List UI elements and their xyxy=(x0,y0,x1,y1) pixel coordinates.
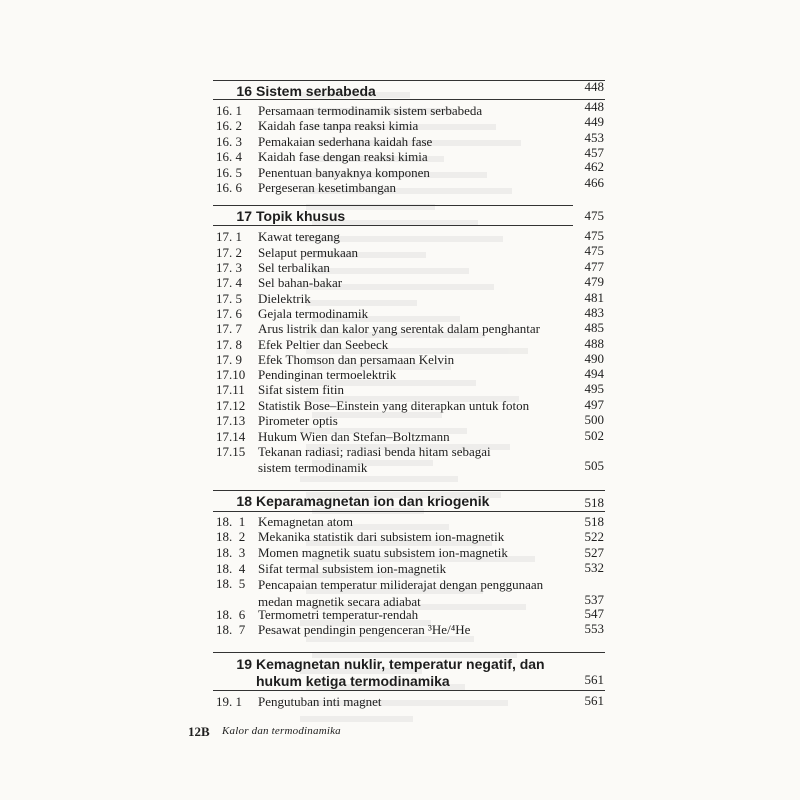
section-number: 17. 7 xyxy=(216,321,242,336)
chapter-page: 518 xyxy=(584,495,604,510)
section-page: 547 xyxy=(584,606,604,621)
section-title: Pemakaian sederhana kaidah fase xyxy=(258,134,433,149)
chapter-rule xyxy=(213,80,605,81)
section-number: 18. 5 xyxy=(216,576,246,591)
section-title: Arus listrik dan kalor yang serentak dalam penghantar xyxy=(258,321,540,336)
section-title: Pirometer optis xyxy=(258,413,338,428)
section-title: Dielektrik xyxy=(258,291,311,306)
section-title: Mekanika statistik dari subsistem ion-magnetik xyxy=(258,529,505,544)
chapter-rule xyxy=(213,225,573,226)
section-title: Kemagnetan atom xyxy=(258,514,353,529)
section-number: 16. 2 xyxy=(216,118,242,133)
section-page: 485 xyxy=(584,320,604,335)
section-title: Pencapaian temperatur miliderajat dengan penggunaan medan magnetik secara adiabat xyxy=(258,577,544,609)
section-number: 17.10 xyxy=(216,367,246,382)
section-number: 16. 3 xyxy=(216,134,242,149)
chapter-rule xyxy=(213,205,573,206)
section-title: Pesawat pendingin pengenceran ³He/⁴He xyxy=(258,622,471,637)
section-page: 477 xyxy=(584,259,604,274)
chapter-page: 448 xyxy=(584,79,604,94)
section-number: 17. 8 xyxy=(216,337,242,352)
section-page: 518 xyxy=(584,514,604,529)
chapter-title: Keparamagnetan ion dan kriogenik xyxy=(256,493,490,509)
chapter-number: 18 xyxy=(236,493,252,509)
chapter-rule xyxy=(213,490,605,491)
section-title: Sifat termal subsistem ion-magnetik xyxy=(258,561,447,576)
section-page: 497 xyxy=(584,397,604,412)
section-title: Kaidah fase tanpa reaksi kimia xyxy=(258,118,419,133)
section-title: Sel terbalikan xyxy=(258,260,330,275)
section-number: 17.14 xyxy=(216,429,246,444)
section-page: 449 xyxy=(584,114,604,129)
chapter-number: 17 xyxy=(236,208,252,224)
section-number: 17. 1 xyxy=(216,229,242,244)
section-number: 17. 4 xyxy=(216,275,242,290)
chapter-title: Topik khusus xyxy=(256,208,346,224)
section-number: 18. 4 xyxy=(216,561,246,576)
section-title: Sel bahan-bakar xyxy=(258,275,343,290)
section-title: Efek Peltier dan Seebeck xyxy=(258,337,389,352)
section-title: Sifat sistem fitin xyxy=(258,382,344,397)
section-page: 479 xyxy=(584,274,604,289)
section-title: Penentuan banyaknya komponen xyxy=(258,165,430,180)
section-page: 532 xyxy=(584,560,604,575)
section-page: 500 xyxy=(584,412,604,427)
section-number: 17.15 xyxy=(216,444,246,459)
section-page: 466 xyxy=(584,175,604,190)
section-title: Gejala termodinamik xyxy=(258,306,369,321)
section-title: Momen magnetik suatu subsistem ion-magnetik xyxy=(258,545,508,560)
section-title: Selaput permukaan xyxy=(258,245,358,260)
section-number: 17. 5 xyxy=(216,291,242,306)
section-page: 522 xyxy=(584,529,604,544)
chapter-rule xyxy=(213,511,605,512)
section-number: 18. 3 xyxy=(216,545,246,560)
section-number: 19. 1 xyxy=(216,694,242,709)
section-number: 16. 5 xyxy=(216,165,242,180)
chapter-title: Sistem serbabeda xyxy=(256,83,376,99)
chapter-number: 16 xyxy=(236,83,252,99)
section-number: 18. 1 xyxy=(216,514,246,529)
chapter-rule xyxy=(213,99,605,100)
section-title: Pendinginan termoelektrik xyxy=(258,367,397,382)
section-title: Kawat teregang xyxy=(258,229,340,244)
section-page: 475 xyxy=(584,228,604,243)
section-page: 502 xyxy=(584,428,604,443)
section-page: 537 xyxy=(584,592,604,607)
section-page: 453 xyxy=(584,130,604,145)
section-title: Pengutuban inti magnet xyxy=(258,694,382,709)
section-title: Kaidah fase dengan reaksi kimia xyxy=(258,149,428,164)
chapter-page: 475 xyxy=(584,208,604,223)
section-title: Statistik Bose–Einstein yang diterapkan untuk foton xyxy=(258,398,530,413)
section-title: Tekanan radiasi; radiasi benda hitam sebagai sistem termodinamik xyxy=(258,444,491,475)
section-page: 553 xyxy=(584,621,604,636)
section-page: 488 xyxy=(584,336,604,351)
section-number: 17.11 xyxy=(216,382,245,397)
section-title: Efek Thomson dan persamaan Kelvin xyxy=(258,352,455,367)
section-page: 505 xyxy=(584,458,604,473)
section-page: 494 xyxy=(584,366,604,381)
section-number: 17.13 xyxy=(216,413,246,428)
section-number: 17. 9 xyxy=(216,352,242,367)
section-number: 18. 2 xyxy=(216,529,246,544)
section-number: 16. 1 xyxy=(216,103,242,118)
chapter-title: Kemagnetan nuklir, temperatur negatif, dan hukum ketiga termodinamika xyxy=(256,656,545,689)
chapter-rule xyxy=(213,690,605,691)
footer-book-title: Kalor dan termodinamika xyxy=(222,725,341,737)
section-number: 17. 3 xyxy=(216,260,242,275)
section-page: 481 xyxy=(584,290,604,305)
section-page: 448 xyxy=(584,99,604,114)
section-page: 475 xyxy=(584,243,604,258)
section-page: 495 xyxy=(584,381,604,396)
section-title: Persamaan termodinamik sistem serbabeda xyxy=(258,103,483,118)
section-page: 490 xyxy=(584,351,604,366)
section-number: 17. 6 xyxy=(216,306,242,321)
chapter-number: 19 xyxy=(236,656,252,672)
section-number: 18. 7 xyxy=(216,622,246,637)
section-page: 483 xyxy=(584,305,604,320)
section-title: Hukum Wien dan Stefan–Boltzmann xyxy=(258,429,450,444)
section-number: 17. 2 xyxy=(216,245,242,260)
section-number: 16. 6 xyxy=(216,180,242,195)
section-page: 561 xyxy=(584,693,604,708)
section-page: 462 xyxy=(584,159,604,174)
section-number: 16. 4 xyxy=(216,149,242,164)
section-page: 457 xyxy=(584,145,604,160)
chapter-page: 561 xyxy=(584,672,604,687)
section-number: 18. 6 xyxy=(216,607,246,622)
section-page: 527 xyxy=(584,545,604,560)
chapter-rule xyxy=(213,652,605,653)
section-title: Termometri temperatur-rendah xyxy=(258,607,419,622)
section-number: 17.12 xyxy=(216,398,246,413)
footer-page-number: 12B xyxy=(188,724,210,739)
section-title: Pergeseran kesetimbangan xyxy=(258,180,397,195)
